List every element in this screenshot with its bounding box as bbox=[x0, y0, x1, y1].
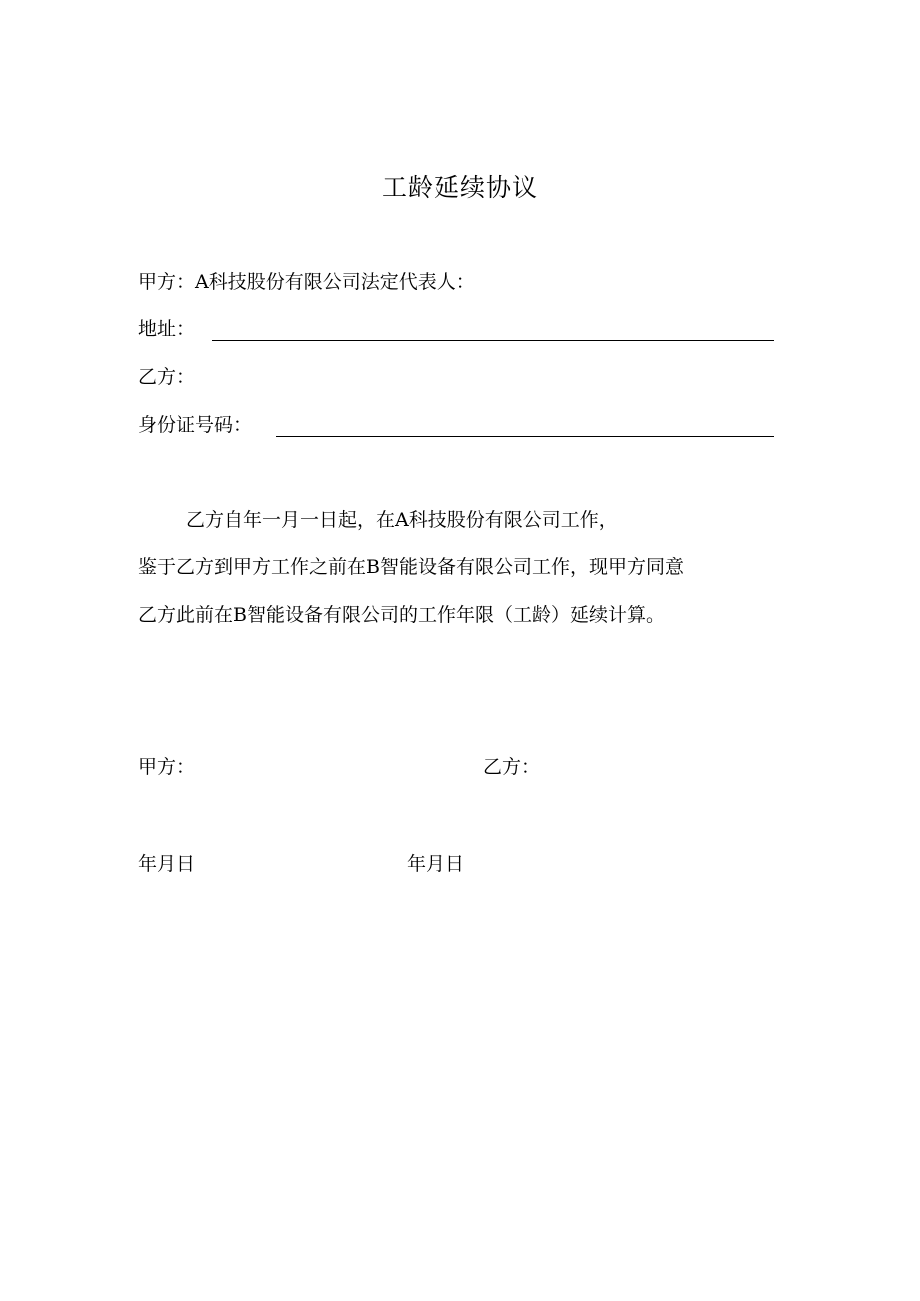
address-label: 地址： bbox=[138, 318, 196, 340]
body-paragraph-line-3: 乙方此前在B智能设备有限公司的工作年限（工龄）延续计算。 bbox=[138, 604, 665, 626]
address-blank-line bbox=[212, 340, 774, 341]
body-paragraph-line-1: 乙方自年一月一日起，在A科技股份有限公司工作， bbox=[186, 509, 618, 531]
signature-party-b-label: 乙方： bbox=[483, 756, 541, 778]
id-number-blank-line bbox=[276, 436, 774, 437]
id-number-row bbox=[138, 409, 774, 441]
id-number-label: 身份证号码： bbox=[138, 414, 253, 436]
party-b-line: 乙方： bbox=[138, 366, 196, 388]
signature-date-b: 年月日 bbox=[407, 853, 465, 875]
body-paragraph-line-2: 鉴于乙方到甲方工作之前在B智能设备有限公司工作，现甲方同意 bbox=[138, 556, 684, 578]
party-a-line: 甲方：A科技股份有限公司法定代表人： bbox=[138, 271, 475, 293]
document-title: 工龄延续协议 bbox=[381, 173, 538, 202]
signature-date-a: 年月日 bbox=[138, 853, 196, 875]
signature-party-a-label: 甲方： bbox=[138, 756, 196, 778]
address-row bbox=[138, 313, 774, 345]
